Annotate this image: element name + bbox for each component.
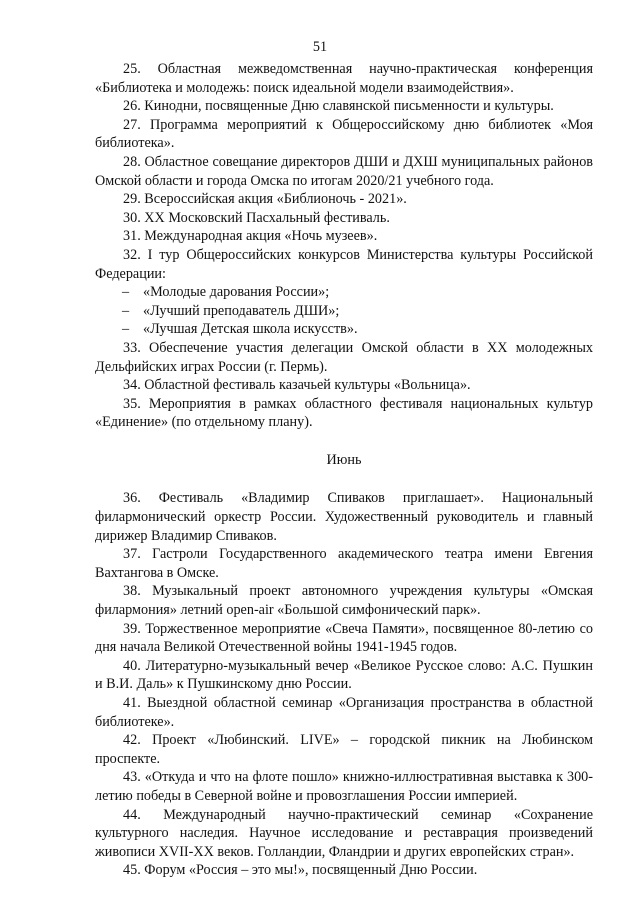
item-number: 31. <box>123 228 141 245</box>
item-text: Международная акция «Ночь музеев». <box>144 228 378 245</box>
item-text: Международный научно-практический семинар «Сохранение культурного наследия. Научное исследование и реставрация произведений живописи XVII-XX веков. Голландии, Фландрии и других европейских стран». <box>95 806 594 860</box>
item-text: Всероссийская акция «Библионочь - 2021». <box>144 191 407 208</box>
item-text: Литературно-музыкальный вечер «Великое Русское слово: А.С. Пушкин и В.И. Даль» к Пушкинскому дню России. <box>95 657 593 693</box>
item-text: Музыкальный проект автономного учреждения культуры «Омская филармония» летний open-air «Большой симфонический парк». <box>95 583 594 619</box>
dash-bullet: – <box>122 284 130 301</box>
item-text: Областное совещание директоров ДШИ и ДХШ муниципальных районов Омской области и города Омска по итогам 2020/21 учебного года. <box>95 153 593 189</box>
month-heading: Июнь <box>326 451 362 468</box>
list-item-31 <box>95 227 593 246</box>
list-item-38 <box>95 582 593 619</box>
item-number: 45. <box>123 862 141 879</box>
item-number: 32. <box>123 246 141 263</box>
item-number: 40. <box>123 657 141 674</box>
item-text: I тур Общероссийских конкурсов Министерства культуры Российской Федерации: <box>95 246 593 282</box>
sub-item-text: «Молодые дарования России»; <box>143 284 330 301</box>
item-number: 27. <box>123 116 141 133</box>
item-number: 26. <box>123 98 141 115</box>
item-number: 25. <box>123 61 141 77</box>
page-number: 51 <box>312 39 328 55</box>
list-item-39 <box>95 620 593 657</box>
sub-list <box>95 283 593 339</box>
item-number: 34. <box>123 377 141 394</box>
sub-item-text: «Лучший преподаватель ДШИ»; <box>143 302 340 319</box>
item-number: 28. <box>123 153 141 170</box>
item-text: Областная межведомственная научно-практическая конференция «Библиотека и молодежь: поиск идеальной модели взаимодействия». <box>95 61 594 96</box>
dash-bullet: – <box>122 321 130 338</box>
list-item-27 <box>95 116 593 153</box>
sub-list-item <box>95 302 593 321</box>
list-item-29 <box>95 190 593 209</box>
list-item-35 <box>95 395 593 432</box>
item-number: 33. <box>123 339 141 356</box>
sub-item-text: «Лучшая Детская школа искусств». <box>143 321 358 338</box>
list-item-26 <box>95 97 593 116</box>
item-text: Областной фестиваль казачьей культуры «Вольница». <box>144 377 471 394</box>
item-text: XX Московский Пасхальный фестиваль. <box>144 209 390 226</box>
item-text: Обеспечение участия делегации Омской области в XX молодежных Дельфийских играх России (г. Пермь). <box>95 339 593 375</box>
item-number: 30. <box>123 209 141 226</box>
list-item-42 <box>95 731 593 768</box>
item-number: 44. <box>123 806 141 823</box>
list-item-40 <box>95 657 593 694</box>
list-item-28 <box>95 153 593 190</box>
list-item-33 <box>95 339 593 376</box>
item-text: «Откуда и что на флоте пошло» книжно-иллюстративная выставка к 300-летию победы в Северной войне и провозглашения России империей. <box>95 769 594 804</box>
list-june <box>95 489 593 879</box>
list-may-part-1 <box>95 60 593 283</box>
dash-bullet: – <box>122 302 130 319</box>
list-item-45 <box>95 861 593 880</box>
item-text: Программа мероприятий к Общероссийскому дню библиотек «Моя библиотека». <box>95 116 594 152</box>
item-text: Выездной областной семинар «Организация пространства в областной библиотеке». <box>95 695 593 730</box>
list-item-25 <box>95 60 593 97</box>
item-text: Кинодни, посвященные Дню славянской письменности и культуры. <box>144 98 554 115</box>
list-item-34 <box>95 376 593 395</box>
list-item-37 <box>95 545 593 582</box>
sub-list-item <box>95 283 593 302</box>
item-number: 41. <box>123 695 141 711</box>
item-text: Проект «Любинский. LIVE» – городской пикник на Любинском проспекте. <box>95 732 594 767</box>
item-number: 35. <box>123 395 141 412</box>
item-text: Гастроли Государственного академического театра имени Евгения Вахтангова в Омске. <box>95 546 593 581</box>
item-number: 37. <box>123 546 141 563</box>
list-item-32 <box>95 246 593 283</box>
list-item-43 <box>95 768 593 805</box>
list-may-part-2 <box>95 339 593 432</box>
sub-list-item <box>95 320 593 339</box>
item-number: 29. <box>123 191 141 208</box>
item-number: 43. <box>123 769 141 786</box>
item-number: 38. <box>123 583 141 600</box>
item-number: 36. <box>123 490 141 507</box>
document-body <box>95 60 593 880</box>
list-item-36 <box>95 489 593 545</box>
item-text: Фестиваль «Владимир Спиваков приглашает». Национальный филармонический оркестр России. Художественный руководитель и главный дирижер Владимир Спиваков. <box>95 490 594 544</box>
list-item-41 <box>95 694 593 731</box>
item-text: Мероприятия в рамках областного фестиваля национальных культур «Единение» (по отдельному плану). <box>95 395 594 431</box>
list-item-30 <box>95 209 593 228</box>
item-text: Форум «Россия – это мы!», посвященный Дню России. <box>144 862 478 879</box>
item-number: 39. <box>123 620 141 637</box>
item-text: Торжественное мероприятие «Свеча Памяти», посвященное 80-летию со дня начала Великой Отечественной войны 1941-1945 годов. <box>95 620 593 656</box>
list-item-44 <box>95 806 593 862</box>
item-number: 42. <box>123 732 141 749</box>
